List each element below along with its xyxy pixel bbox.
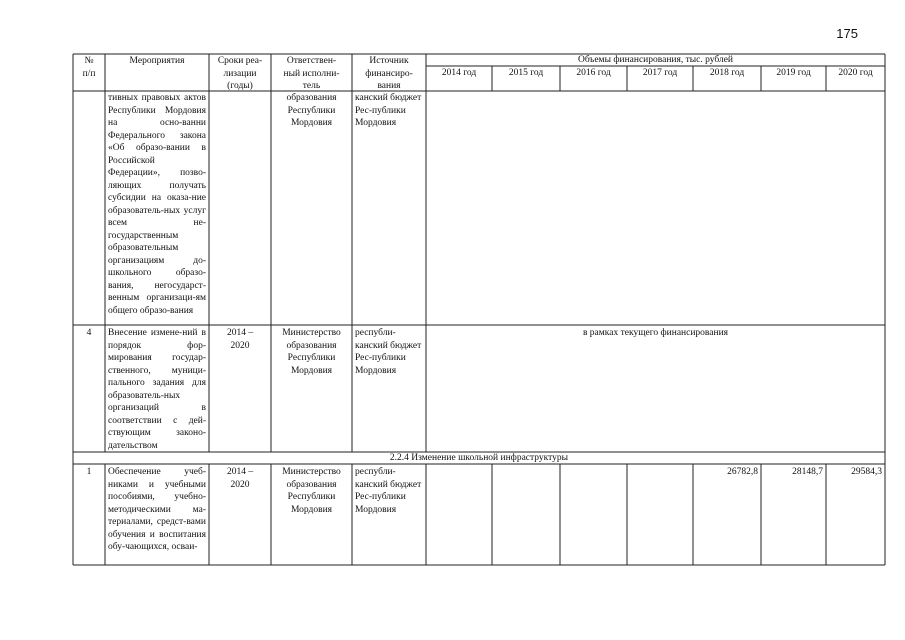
header-year-2017: 2017 год <box>642 68 678 78</box>
row3-value-2014 <box>426 466 492 480</box>
row2-activity: Внесение измене-ний в порядок фор-мирования государ-ственного, муници-пального задания для образователь-ных организаций в соответствии с дей-ствующим законо-дательством <box>108 328 206 451</box>
row3-value-2017 <box>627 466 693 480</box>
row1-activity: тивных правовых актов Республики Мордовия на осно-ванни Федерального закона «Об образо-вании в Российской Федерации», позво-ляющих получать субсидии на оказа-ние образователь-ных услуг всем не-государственным образовательным организациям до-школьного образо-вания, негосударст-венным организаци-ям общего образо-вания <box>108 93 206 316</box>
row2-responsible: Министерство образования Республики Мордовия <box>282 328 341 376</box>
row2-source: республи-канский бюджет Рес-публики Мордовия <box>355 328 422 376</box>
row3-source: республи-канский бюджет Рес-публики Мордовия <box>355 467 422 515</box>
row3-responsible: Министерство образования Республики Мордовия <box>282 467 341 515</box>
header-num: № п/п <box>82 56 96 79</box>
header-year-2015: 2015 год <box>508 68 544 78</box>
row1-source: канский бюджет Рес-публики Мордовия <box>355 93 422 128</box>
header-source: Источник финансиро- вания <box>365 56 413 91</box>
header-year-2020: 2020 год <box>838 68 873 78</box>
row3-period: 2014 – 2020 <box>226 467 254 490</box>
row3-value-2019: 28148,7 <box>792 467 823 477</box>
row3-value-2020: 29584,3 <box>851 467 882 477</box>
header-year-2018: 2018 год <box>709 68 745 78</box>
header-year-2014: 2014 год <box>441 68 477 78</box>
section-title: 2.2.4 Изменение школьной инфраструктуры <box>389 453 569 463</box>
row3-activity: Обеспечение учеб-никами и учебными пособиями, учебно-методическими ма-териалами, средст-вами обучения и воспитания обу-чающихся, осваи- <box>108 467 206 552</box>
row3-num: 1 <box>86 467 92 477</box>
row1-responsible: образования Республики Мордовия <box>286 93 337 128</box>
row2-period: 2014 – 2020 <box>226 328 254 351</box>
page-number: 175 <box>836 26 858 41</box>
header-activity: Мероприятия <box>129 56 185 66</box>
row3-value-2016 <box>560 466 627 480</box>
header-period: Сроки реа- лизации (годы) <box>217 56 263 91</box>
header-year-2016: 2016 год <box>576 68 611 78</box>
header-funding-group: Объемы финансирования, тыс. рублей <box>577 55 734 65</box>
row3-value-2015 <box>492 466 560 480</box>
header-responsible: Ответствен- ный исполни- тель <box>283 56 340 91</box>
row3-value-2018: 26782,8 <box>727 467 758 477</box>
header-year-2019: 2019 год <box>776 68 811 78</box>
row2-funding-note: в рамках текущего финансирования <box>582 328 729 338</box>
row2-num: 4 <box>86 328 92 338</box>
